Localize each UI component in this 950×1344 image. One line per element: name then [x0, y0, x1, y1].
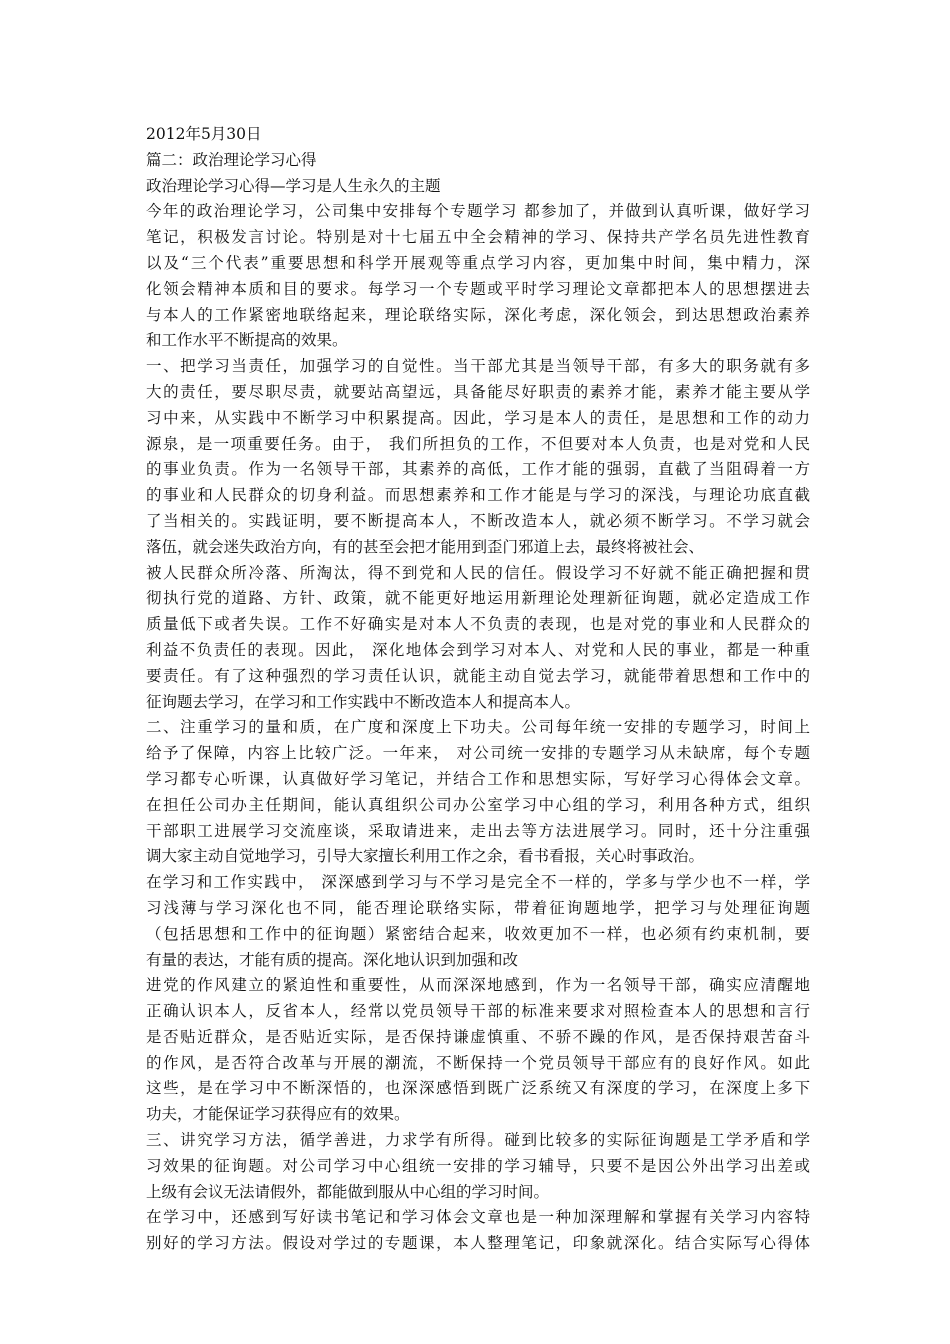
text-line: 在担任公司办主任期间，能认真组织公司办公室学习中心组的学习，利用各种方式，组织 — [146, 795, 810, 814]
text-line: 调大家主动自觉地学习，引导大家擅长利用工作之余，看书看报，关心时事政治。 — [146, 847, 705, 866]
date-line: 2012年5月30日 — [146, 125, 262, 143]
article-title: 政治理论学习心得—学习是人生永久的主题 — [146, 176, 441, 195]
text-line: 学习都专心听课，认真做好学习笔记，并结合工作和思想实际，写好学习心得体会文章。 — [146, 769, 810, 788]
section-heading: 篇二：政治理论学习心得 — [146, 150, 317, 169]
text-line: 是否贴近群众，是否贴近实际，是否保持谦虚慎重、不骄不躁的作风，是否保持艰苦奋斗 — [146, 1027, 810, 1046]
text-line: 正确认识本人，反省本人，经常以党员领导干部的标准来要求对照检查本人的思想和言行 — [146, 1002, 810, 1021]
text-line: 被人民群众所冷落、所淘汰，得不到党和人民的信任。假设学习不好就不能正确把握和贯 — [146, 563, 810, 582]
text-line: 三、讲究学习方法，循学善进，力求学有所得。碰到比较多的实际征询题是工学矛盾和学 — [146, 1131, 810, 1150]
text-line: 要责任。有了这种强烈的学习责任认识，就能主动自觉去学习，就能带着思想和工作中的 — [146, 666, 810, 685]
text-line: 别好的学习方法。假设对学过的专题课，本人整理笔记，印象就深化。结合实际写心得体 — [146, 1234, 810, 1253]
text-line: 这些，是在学习中不断深悟的，也深深感悟到既广泛系统又有深度的学习，在深度上多下 — [146, 1079, 810, 1098]
text-line: 进党的作风建立的紧迫性和重要性，从而深深地感到，作为一名领导干部，确实应清醒地 — [146, 976, 810, 995]
text-line: 习效果的征询题。对公司学习中心组统一安排的学习辅导，只要不是因公外出学习出差或 — [146, 1156, 810, 1175]
text-line: 以及“三个代表”重要思想和科学开展观等重点学习内容，更加集中时间，集中精力，深 — [146, 253, 810, 272]
text-line: （包括思想和工作中的征询题）紧密结合起来，收效更加不一样，也必须有约束机制，要 — [146, 924, 810, 943]
text-line: 干部职工进展学习交流座谈，采取请进来，走出去等方法进展学习。同时，还十分注重强 — [146, 821, 810, 840]
document-body — [146, 122, 810, 1257]
text-line: 在学习中，还感到写好读书笔记和学习体会文章也是一种加深理解和掌握有关学习内容特 — [146, 1208, 810, 1227]
text-line: 质量低下或者失误。工作不好确实是对本人不负责的表现，也是对党的事业和人民群众的 — [146, 615, 810, 634]
text-line: 的事业和人民群众的切身利益。而思想素养和工作才能是与学习的深浅，与理论功底直截 — [146, 486, 810, 505]
text-line: 征询题去学习，在学习和工作实践中不断改造本人和提高本人。 — [146, 692, 581, 711]
text-line: 有量的表达，才能有质的提高。深化地认识到加强和改 — [146, 950, 519, 969]
text-line: 二、注重学习的量和质，在广度和深度上下功夫。公司每年统一安排的专题学习，时间上 — [146, 718, 810, 737]
text-line: 在学习和工作实践中， 深深感到学习与不学习是完全不一样的，学多与学少也不一样，学 — [146, 873, 810, 892]
text-line: 与本人的工作紧密地联络起来，理论联络实际，深化考虑，深化领会，到达思想政治素养 — [146, 305, 810, 324]
text-line: 上级有会议无法请假外，都能做到服从中心组的学习时间。 — [146, 1182, 550, 1201]
text-line: 功夫，才能保证学习获得应有的效果。 — [146, 1105, 410, 1124]
text-line: 和工作水平不断提高的效果。 — [146, 331, 348, 350]
text-line: 的事业负责。作为一名领导干部，其素养的高低，工作才能的强弱，直截了当阻碍着一方 — [146, 460, 810, 479]
text-line: 利益不负责任的表现。因此， 深化地体会到学习对本人、对党和人民的事业，都是一种重 — [146, 640, 810, 659]
text-line: 给予了保障，内容上比较广泛。一年来， 对公司统一安排的专题学习从未缺席，每个专题 — [146, 744, 810, 763]
text-line: 今年的政治理论学习，公司集中安排每个专题学习 都参加了，并做到认真听课，做好学习 — [146, 202, 810, 221]
text-line: 笔记，积极发言讨论。特别是对十七届五中全会精神的学习、保持共产学名员先进性教育 — [146, 228, 810, 247]
text-line: 落伍，就会迷失政治方向，有的甚至会把才能用到歪门邪道上去，最终将被社会、 — [146, 537, 705, 556]
text-line: 彻执行党的道路、方针、政策，就不能更好地运用新理论处理新征询题，就必定造成工作 — [146, 589, 810, 608]
text-line: 化领会精神本质和目的要求。每学习一个专题或平时学习理论文章都把本人的思想摆进去 — [146, 279, 810, 298]
text-line: 一、把学习当责任，加强学习的自觉性。当干部尤其是当领导干部，有多大的职务就有多 — [146, 357, 810, 376]
text-line: 习中来，从实践中不断学习中积累提高。因此，学习是本人的责任，是思想和工作的动力 — [146, 408, 810, 427]
text-line: 源泉，是一项重要任务。由于， 我们所担负的工作，不但要对本人负责，也是对党和人民 — [146, 434, 810, 453]
text-line: 了当相关的。实践证明，要不断提高本人，不断改造本人，就必须不断学习。不学习就会 — [146, 511, 810, 530]
text-line: 的作风，是否符合改革与开展的潮流，不断保持一个党员领导干部应有的良好作风。如此 — [146, 1053, 810, 1072]
text-line: 习浅薄与学习深化也不同，能否理论联络实际，带着征询题地学，把学习与处理征询题 — [146, 898, 810, 917]
text-line: 大的责任，要尽职尽责，就要站高望远，具备能尽好职责的素养才能，素养才能主要从学 — [146, 382, 810, 401]
